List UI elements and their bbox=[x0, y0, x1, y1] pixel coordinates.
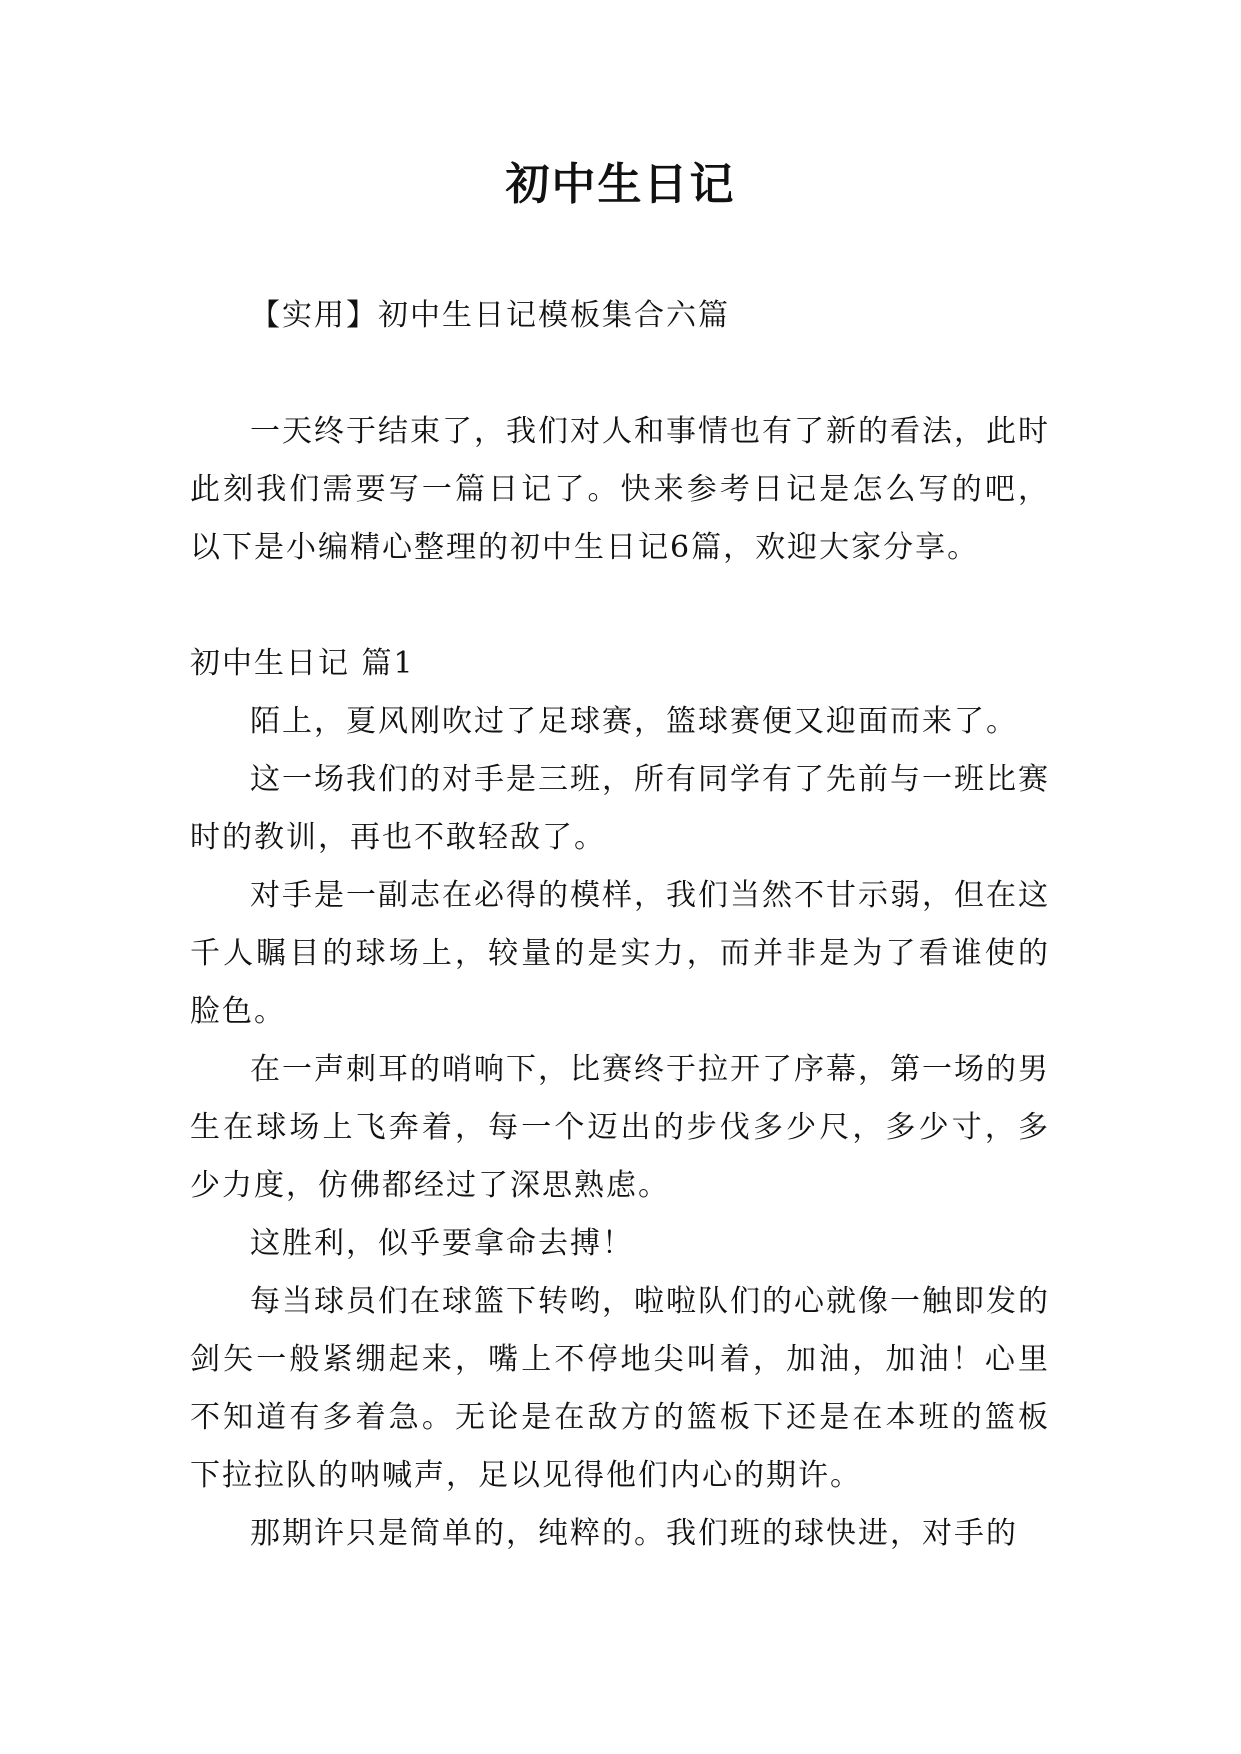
document-body bbox=[190, 287, 1050, 1563]
document-title: 初中生日记 bbox=[505, 159, 736, 210]
body-paragraph: 这一场我们的对手是三班，所有同学有了先前与一班比赛时的教训，再也不敢轻敌了。 bbox=[190, 762, 1050, 855]
intro-paragraph: 一天终于结束了，我们对人和事情也有了新的看法，此时此刻我们需要写一篇日记了。快来参考日记是怎么写的吧，以下是小编精心整理的初中生日记6篇，欢迎大家分享。 bbox=[190, 414, 1050, 565]
body-paragraph: 每当球员们在球篮下转哟，啦啦队们的心就像一触即发的剑矢一般紧绷起来，嘴上不停地尖叫着，加油，加油！心里不知道有多着急。无论是在敌方的篮板下还是在本班的篮板下拉拉队的呐喊声，足以见得他们内心的期许。 bbox=[190, 1284, 1050, 1493]
body-paragraph: 对手是一副志在必得的模样，我们当然不甘示弱，但在这千人瞩目的球场上，较量的是实力，而并非是为了看谁使的脸色。 bbox=[190, 878, 1050, 1029]
body-paragraph: 陌上，夏风刚吹过了足球赛，篮球赛便又迎面而来了。 bbox=[250, 704, 1018, 739]
document-subtitle: 【实用】初中生日记模板集合六篇 bbox=[250, 298, 730, 333]
section-heading: 初中生日记 篇1 bbox=[190, 646, 415, 681]
body-paragraph: 那期许只是简单的，纯粹的。我们班的球快进，对手的 bbox=[250, 1516, 1018, 1551]
body-paragraph: 在一声刺耳的哨响下，比赛终于拉开了序幕，第一场的男生在球场上飞奔着，每一个迈出的步伐多少尺，多少寸，多少力度，仿佛都经过了深思熟虑。 bbox=[190, 1052, 1050, 1203]
body-paragraph: 这胜利，似乎要拿命去搏！ bbox=[250, 1226, 634, 1261]
